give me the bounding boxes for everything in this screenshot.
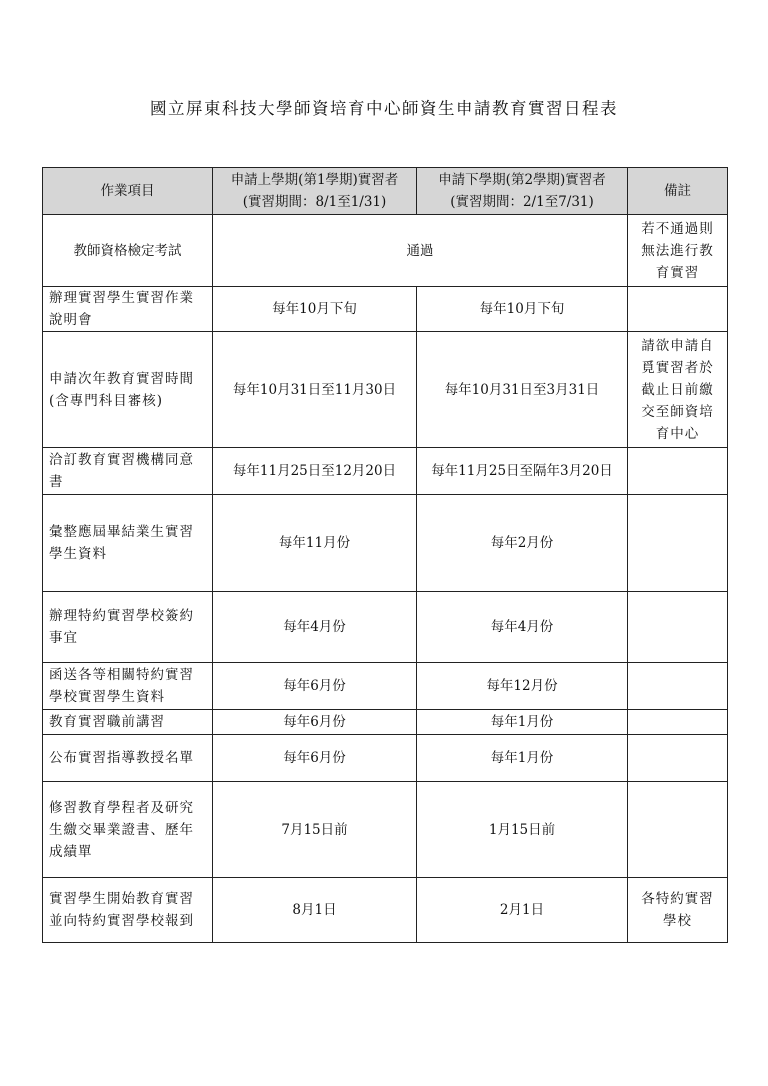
row-item: 教師資格檢定考試 — [43, 215, 213, 287]
row-second-semester: 每年12月份 — [417, 663, 628, 710]
header-second-semester: 申請下學期(第2學期)實習者 (實習期間：2/1至7/31) — [417, 168, 628, 215]
row-item: 辦理特約實習學校簽約 事宜 — [43, 592, 213, 663]
row-item: 修習教育學程者及研究 生繳交畢業證書、歷年 成績單 — [43, 782, 213, 878]
row-remark: 若不通過則 無法進行教 育實習 — [628, 215, 728, 287]
row-first-semester: 每年4月份 — [213, 592, 417, 663]
row-first-semester: 每年6月份 — [213, 710, 417, 735]
row-item: 洽訂教育實習機構同意 書 — [43, 448, 213, 495]
table-row — [43, 878, 728, 943]
page-title: 國立屏東科技大學師資培育中心師資生申請教育實習日程表 — [150, 99, 618, 118]
header-first-semester: 申請上學期(第1學期)實習者 (實習期間：8/1至1/31) — [213, 168, 417, 215]
row-second-semester: 每年4月份 — [417, 592, 628, 663]
row-first-semester: 每年10月下旬 — [213, 287, 417, 332]
row-item: 函送各等相關特約實習 學校實習學生資料 — [43, 663, 213, 710]
schedule-table — [42, 167, 728, 943]
row-first-semester: 每年6月份 — [213, 735, 417, 782]
row-first-semester: 每年6月份 — [213, 663, 417, 710]
row-item: 彙整應屆畢結業生實習 學生資料 — [43, 495, 213, 592]
table-row — [43, 592, 728, 663]
table-row — [43, 735, 728, 782]
row-remark: 請欲申請自 覓實習者於 截止日前繳 交至師資培 育中心 — [628, 332, 728, 448]
row-qualification-value: 通過 — [213, 215, 628, 287]
row-second-semester: 每年10月31日至3月31日 — [417, 332, 628, 448]
row-second-semester: 每年1月份 — [417, 735, 628, 782]
table-row — [43, 782, 728, 878]
row-second-semester: 每年11月25日至隔年3月20日 — [417, 448, 628, 495]
row-item: 教育實習職前講習 — [43, 710, 213, 735]
table-row — [43, 332, 728, 448]
row-first-semester: 每年11月份 — [213, 495, 417, 592]
table-row — [43, 287, 728, 332]
row-remark — [628, 448, 728, 495]
row-remark — [628, 663, 728, 710]
table-row — [43, 495, 728, 592]
row-remark — [628, 592, 728, 663]
row-second-semester: 每年1月份 — [417, 710, 628, 735]
row-remark — [628, 710, 728, 735]
table-row — [43, 448, 728, 495]
table-row-qualification — [43, 215, 728, 287]
row-remark — [628, 495, 728, 592]
row-remark: 各特約實習 學校 — [628, 878, 728, 943]
row-first-semester: 8月1日 — [213, 878, 417, 943]
row-second-semester: 1月15日前 — [417, 782, 628, 878]
row-first-semester: 7月15日前 — [213, 782, 417, 878]
row-second-semester: 每年2月份 — [417, 495, 628, 592]
row-remark — [628, 287, 728, 332]
row-remark — [628, 735, 728, 782]
table-row — [43, 663, 728, 710]
row-remark — [628, 782, 728, 878]
row-first-semester: 每年10月31日至11月30日 — [213, 332, 417, 448]
table-header-row — [43, 168, 728, 215]
row-item: 公布實習指導教授名單 — [43, 735, 213, 782]
row-first-semester: 每年11月25日至12月20日 — [213, 448, 417, 495]
table-row — [43, 710, 728, 735]
row-second-semester: 2月1日 — [417, 878, 628, 943]
row-item: 申請次年教育實習時間 (含專門科目審核) — [43, 332, 213, 448]
row-item: 實習學生開始教育實習 並向特約實習學校報到 — [43, 878, 213, 943]
row-second-semester: 每年10月下旬 — [417, 287, 628, 332]
row-item: 辦理實習學生實習作業 說明會 — [43, 287, 213, 332]
header-item: 作業項目 — [43, 168, 213, 215]
header-remarks: 備註 — [628, 168, 728, 215]
